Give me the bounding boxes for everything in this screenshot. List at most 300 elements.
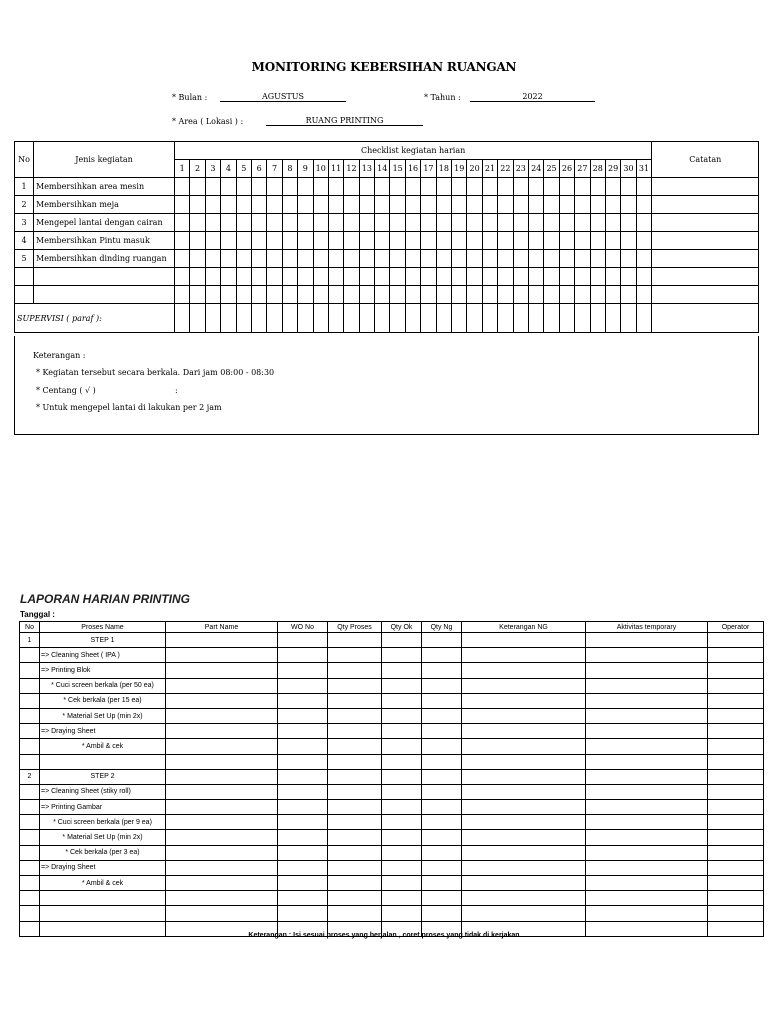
paraf-cell[interactable]	[175, 304, 190, 333]
report-cell[interactable]	[328, 663, 382, 678]
check-cell[interactable]	[344, 214, 359, 232]
check-cell[interactable]	[298, 196, 313, 214]
report-cell[interactable]	[166, 860, 278, 875]
check-cell[interactable]	[513, 178, 528, 196]
paraf-cell[interactable]	[267, 304, 282, 333]
check-cell[interactable]	[175, 286, 190, 304]
tahun-field[interactable]: 2022	[470, 92, 595, 102]
check-cell[interactable]	[251, 214, 266, 232]
check-cell[interactable]	[390, 232, 405, 250]
paraf-cell[interactable]	[359, 304, 374, 333]
paraf-cell[interactable]	[467, 304, 482, 333]
report-cell[interactable]	[166, 876, 278, 891]
check-cell[interactable]	[559, 214, 574, 232]
check-cell[interactable]	[251, 250, 266, 268]
check-cell[interactable]	[559, 178, 574, 196]
report-cell[interactable]	[278, 663, 328, 678]
check-cell[interactable]	[467, 268, 482, 286]
report-cell[interactable]	[328, 633, 382, 648]
paraf-cell[interactable]	[405, 304, 420, 333]
report-cell[interactable]	[708, 860, 764, 875]
report-cell[interactable]	[328, 739, 382, 754]
report-cell[interactable]	[166, 633, 278, 648]
check-cell[interactable]	[421, 214, 436, 232]
check-cell[interactable]	[621, 196, 636, 214]
check-cell[interactable]	[528, 232, 543, 250]
report-cell[interactable]	[278, 769, 328, 784]
check-cell[interactable]	[344, 196, 359, 214]
check-cell[interactable]	[251, 196, 266, 214]
check-cell[interactable]	[575, 214, 590, 232]
check-cell[interactable]	[190, 268, 205, 286]
check-cell[interactable]	[559, 286, 574, 304]
report-cell[interactable]	[708, 739, 764, 754]
check-cell[interactable]	[421, 196, 436, 214]
check-cell[interactable]	[482, 196, 497, 214]
report-cell[interactable]	[166, 648, 278, 663]
check-cell[interactable]	[190, 286, 205, 304]
check-cell[interactable]	[221, 214, 236, 232]
check-cell[interactable]	[621, 268, 636, 286]
check-cell[interactable]	[405, 250, 420, 268]
report-cell[interactable]	[328, 678, 382, 693]
check-cell[interactable]	[559, 250, 574, 268]
check-cell[interactable]	[298, 214, 313, 232]
check-cell[interactable]	[298, 232, 313, 250]
check-cell[interactable]	[452, 286, 467, 304]
check-cell[interactable]	[298, 286, 313, 304]
report-cell[interactable]	[278, 891, 328, 906]
check-cell[interactable]	[636, 214, 652, 232]
check-cell[interactable]	[421, 250, 436, 268]
check-cell[interactable]	[482, 286, 497, 304]
check-cell[interactable]	[175, 268, 190, 286]
report-cell[interactable]	[462, 891, 586, 906]
report-cell[interactable]	[382, 739, 422, 754]
paraf-cell[interactable]	[621, 304, 636, 333]
catatan-cell[interactable]	[652, 268, 759, 286]
paraf-cell[interactable]	[221, 304, 236, 333]
report-cell[interactable]	[166, 678, 278, 693]
check-cell[interactable]	[436, 196, 451, 214]
check-cell[interactable]	[544, 232, 559, 250]
check-cell[interactable]	[621, 214, 636, 232]
report-cell[interactable]	[382, 815, 422, 830]
check-cell[interactable]	[313, 286, 328, 304]
report-cell[interactable]	[586, 800, 708, 815]
check-cell[interactable]	[405, 178, 420, 196]
check-cell[interactable]	[298, 250, 313, 268]
check-cell[interactable]	[390, 178, 405, 196]
report-cell[interactable]	[708, 693, 764, 708]
report-cell[interactable]	[708, 633, 764, 648]
check-cell[interactable]	[498, 214, 513, 232]
report-cell[interactable]	[382, 906, 422, 921]
report-cell[interactable]	[422, 724, 462, 739]
paraf-cell[interactable]	[328, 304, 343, 333]
catatan-cell[interactable]	[652, 286, 759, 304]
check-cell[interactable]	[605, 178, 620, 196]
paraf-cell[interactable]	[575, 304, 590, 333]
report-cell[interactable]	[382, 693, 422, 708]
check-cell[interactable]	[282, 196, 297, 214]
check-cell[interactable]	[251, 232, 266, 250]
report-cell[interactable]	[708, 815, 764, 830]
report-cell[interactable]	[422, 739, 462, 754]
report-cell[interactable]	[382, 769, 422, 784]
check-cell[interactable]	[575, 286, 590, 304]
paraf-cell[interactable]	[298, 304, 313, 333]
paraf-cell[interactable]	[282, 304, 297, 333]
paraf-cell[interactable]	[544, 304, 559, 333]
report-cell[interactable]	[382, 860, 422, 875]
paraf-cell[interactable]	[375, 304, 390, 333]
report-cell[interactable]	[586, 891, 708, 906]
check-cell[interactable]	[436, 286, 451, 304]
report-cell[interactable]	[586, 693, 708, 708]
report-cell[interactable]	[462, 906, 586, 921]
check-cell[interactable]	[236, 286, 251, 304]
check-cell[interactable]	[544, 286, 559, 304]
check-cell[interactable]	[205, 268, 220, 286]
check-cell[interactable]	[544, 196, 559, 214]
check-cell[interactable]	[452, 196, 467, 214]
check-cell[interactable]	[344, 268, 359, 286]
report-cell[interactable]	[422, 633, 462, 648]
report-cell[interactable]	[328, 891, 382, 906]
paraf-cell[interactable]	[313, 304, 328, 333]
report-cell[interactable]	[708, 663, 764, 678]
check-cell[interactable]	[205, 214, 220, 232]
check-cell[interactable]	[328, 268, 343, 286]
check-cell[interactable]	[498, 268, 513, 286]
check-cell[interactable]	[498, 232, 513, 250]
report-cell[interactable]	[422, 784, 462, 799]
check-cell[interactable]	[528, 178, 543, 196]
report-cell[interactable]	[422, 876, 462, 891]
check-cell[interactable]	[405, 196, 420, 214]
report-cell[interactable]	[586, 845, 708, 860]
check-cell[interactable]	[482, 214, 497, 232]
report-cell[interactable]	[278, 845, 328, 860]
check-cell[interactable]	[390, 268, 405, 286]
check-cell[interactable]	[221, 268, 236, 286]
report-cell[interactable]	[422, 800, 462, 815]
catatan-cell[interactable]	[652, 178, 759, 196]
check-cell[interactable]	[405, 286, 420, 304]
report-cell[interactable]	[422, 678, 462, 693]
check-cell[interactable]	[421, 286, 436, 304]
report-cell[interactable]	[422, 769, 462, 784]
report-cell[interactable]	[328, 876, 382, 891]
report-cell[interactable]	[462, 693, 586, 708]
report-cell[interactable]	[278, 724, 328, 739]
check-cell[interactable]	[282, 214, 297, 232]
report-cell[interactable]	[328, 769, 382, 784]
report-cell[interactable]	[422, 860, 462, 875]
check-cell[interactable]	[251, 178, 266, 196]
report-cell[interactable]	[328, 754, 382, 769]
report-cell[interactable]	[708, 906, 764, 921]
report-cell[interactable]	[278, 906, 328, 921]
check-cell[interactable]	[421, 268, 436, 286]
check-cell[interactable]	[375, 250, 390, 268]
paraf-cell[interactable]	[605, 304, 620, 333]
check-cell[interactable]	[328, 286, 343, 304]
catatan-cell[interactable]	[652, 214, 759, 232]
report-cell[interactable]	[382, 845, 422, 860]
check-cell[interactable]	[205, 232, 220, 250]
check-cell[interactable]	[313, 196, 328, 214]
check-cell[interactable]	[190, 178, 205, 196]
check-cell[interactable]	[621, 178, 636, 196]
report-cell[interactable]	[166, 739, 278, 754]
catatan-cell[interactable]	[652, 196, 759, 214]
check-cell[interactable]	[498, 178, 513, 196]
check-cell[interactable]	[636, 268, 652, 286]
check-cell[interactable]	[528, 268, 543, 286]
report-cell[interactable]	[586, 830, 708, 845]
check-cell[interactable]	[605, 286, 620, 304]
report-cell[interactable]	[462, 769, 586, 784]
check-cell[interactable]	[559, 196, 574, 214]
report-cell[interactable]	[422, 754, 462, 769]
check-cell[interactable]	[359, 196, 374, 214]
report-cell[interactable]	[382, 891, 422, 906]
check-cell[interactable]	[605, 196, 620, 214]
check-cell[interactable]	[467, 178, 482, 196]
report-cell[interactable]	[278, 633, 328, 648]
check-cell[interactable]	[390, 196, 405, 214]
check-cell[interactable]	[205, 286, 220, 304]
catatan-cell[interactable]	[652, 232, 759, 250]
report-cell[interactable]	[586, 860, 708, 875]
report-cell[interactable]	[166, 708, 278, 723]
report-cell[interactable]	[462, 800, 586, 815]
check-cell[interactable]	[359, 232, 374, 250]
check-cell[interactable]	[328, 196, 343, 214]
report-cell[interactable]	[586, 906, 708, 921]
report-cell[interactable]	[328, 830, 382, 845]
paraf-cell[interactable]	[590, 304, 605, 333]
paraf-cell[interactable]	[513, 304, 528, 333]
check-cell[interactable]	[467, 196, 482, 214]
check-cell[interactable]	[190, 196, 205, 214]
paraf-cell[interactable]	[452, 304, 467, 333]
report-cell[interactable]	[328, 708, 382, 723]
check-cell[interactable]	[344, 178, 359, 196]
check-cell[interactable]	[267, 268, 282, 286]
check-cell[interactable]	[313, 214, 328, 232]
paraf-cell[interactable]	[390, 304, 405, 333]
check-cell[interactable]	[205, 178, 220, 196]
check-cell[interactable]	[482, 178, 497, 196]
paraf-cell[interactable]	[236, 304, 251, 333]
check-cell[interactable]	[528, 250, 543, 268]
report-cell[interactable]	[462, 708, 586, 723]
check-cell[interactable]	[236, 214, 251, 232]
check-cell[interactable]	[590, 268, 605, 286]
check-cell[interactable]	[175, 232, 190, 250]
check-cell[interactable]	[498, 250, 513, 268]
check-cell[interactable]	[267, 178, 282, 196]
check-cell[interactable]	[436, 178, 451, 196]
check-cell[interactable]	[482, 232, 497, 250]
report-cell[interactable]	[586, 739, 708, 754]
report-cell[interactable]	[382, 784, 422, 799]
check-cell[interactable]	[359, 250, 374, 268]
check-cell[interactable]	[282, 268, 297, 286]
check-cell[interactable]	[298, 268, 313, 286]
paraf-cell[interactable]	[482, 304, 497, 333]
report-cell[interactable]	[586, 678, 708, 693]
report-cell[interactable]	[166, 724, 278, 739]
check-cell[interactable]	[467, 250, 482, 268]
report-cell[interactable]	[586, 754, 708, 769]
check-cell[interactable]	[221, 286, 236, 304]
check-cell[interactable]	[452, 268, 467, 286]
check-cell[interactable]	[436, 232, 451, 250]
check-cell[interactable]	[221, 250, 236, 268]
check-cell[interactable]	[359, 268, 374, 286]
report-cell[interactable]	[586, 648, 708, 663]
check-cell[interactable]	[313, 268, 328, 286]
check-cell[interactable]	[328, 214, 343, 232]
report-cell[interactable]	[462, 633, 586, 648]
report-cell[interactable]	[708, 648, 764, 663]
report-cell[interactable]	[328, 845, 382, 860]
check-cell[interactable]	[390, 250, 405, 268]
report-cell[interactable]	[328, 906, 382, 921]
check-cell[interactable]	[452, 250, 467, 268]
check-cell[interactable]	[636, 286, 652, 304]
report-cell[interactable]	[708, 845, 764, 860]
report-cell[interactable]	[166, 815, 278, 830]
report-cell[interactable]	[382, 754, 422, 769]
check-cell[interactable]	[390, 214, 405, 232]
check-cell[interactable]	[328, 250, 343, 268]
check-cell[interactable]	[405, 232, 420, 250]
check-cell[interactable]	[605, 250, 620, 268]
check-cell[interactable]	[236, 178, 251, 196]
check-cell[interactable]	[513, 214, 528, 232]
check-cell[interactable]	[590, 250, 605, 268]
report-cell[interactable]	[278, 860, 328, 875]
report-cell[interactable]	[328, 784, 382, 799]
bulan-field[interactable]: AGUSTUS	[220, 92, 346, 102]
report-cell[interactable]	[708, 891, 764, 906]
check-cell[interactable]	[528, 196, 543, 214]
report-cell[interactable]	[708, 830, 764, 845]
report-cell[interactable]	[166, 663, 278, 678]
check-cell[interactable]	[559, 232, 574, 250]
check-cell[interactable]	[467, 232, 482, 250]
report-cell[interactable]	[462, 754, 586, 769]
check-cell[interactable]	[605, 232, 620, 250]
check-cell[interactable]	[636, 178, 652, 196]
check-cell[interactable]	[359, 178, 374, 196]
check-cell[interactable]	[344, 286, 359, 304]
check-cell[interactable]	[436, 250, 451, 268]
report-cell[interactable]	[166, 830, 278, 845]
check-cell[interactable]	[528, 214, 543, 232]
report-cell[interactable]	[278, 784, 328, 799]
check-cell[interactable]	[190, 232, 205, 250]
report-cell[interactable]	[586, 633, 708, 648]
report-cell[interactable]	[708, 708, 764, 723]
check-cell[interactable]	[313, 178, 328, 196]
report-cell[interactable]	[462, 663, 586, 678]
check-cell[interactable]	[544, 268, 559, 286]
check-cell[interactable]	[282, 286, 297, 304]
report-cell[interactable]	[586, 815, 708, 830]
report-cell[interactable]	[382, 830, 422, 845]
check-cell[interactable]	[452, 232, 467, 250]
check-cell[interactable]	[544, 250, 559, 268]
report-cell[interactable]	[422, 648, 462, 663]
check-cell[interactable]	[221, 196, 236, 214]
report-cell[interactable]	[382, 800, 422, 815]
check-cell[interactable]	[575, 232, 590, 250]
check-cell[interactable]	[528, 286, 543, 304]
report-cell[interactable]	[278, 648, 328, 663]
check-cell[interactable]	[328, 178, 343, 196]
report-cell[interactable]	[166, 769, 278, 784]
check-cell[interactable]	[175, 196, 190, 214]
check-cell[interactable]	[328, 232, 343, 250]
check-cell[interactable]	[267, 196, 282, 214]
check-cell[interactable]	[498, 286, 513, 304]
report-cell[interactable]	[422, 830, 462, 845]
check-cell[interactable]	[236, 268, 251, 286]
report-cell[interactable]	[382, 724, 422, 739]
report-cell[interactable]	[278, 815, 328, 830]
check-cell[interactable]	[590, 232, 605, 250]
check-cell[interactable]	[375, 214, 390, 232]
report-cell[interactable]	[328, 815, 382, 830]
area-field[interactable]: RUANG PRINTING	[266, 116, 423, 126]
report-cell[interactable]	[586, 708, 708, 723]
report-cell[interactable]	[328, 724, 382, 739]
check-cell[interactable]	[236, 250, 251, 268]
check-cell[interactable]	[621, 286, 636, 304]
report-cell[interactable]	[422, 891, 462, 906]
report-cell[interactable]	[328, 800, 382, 815]
report-cell[interactable]	[586, 663, 708, 678]
report-cell[interactable]	[586, 769, 708, 784]
check-cell[interactable]	[621, 250, 636, 268]
check-cell[interactable]	[390, 286, 405, 304]
check-cell[interactable]	[575, 196, 590, 214]
check-cell[interactable]	[344, 250, 359, 268]
check-cell[interactable]	[375, 268, 390, 286]
report-cell[interactable]	[462, 830, 586, 845]
report-cell[interactable]	[166, 891, 278, 906]
check-cell[interactable]	[436, 268, 451, 286]
report-cell[interactable]	[422, 663, 462, 678]
paraf-cell[interactable]	[251, 304, 266, 333]
check-cell[interactable]	[575, 250, 590, 268]
check-cell[interactable]	[636, 250, 652, 268]
check-cell[interactable]	[236, 232, 251, 250]
report-cell[interactable]	[708, 876, 764, 891]
paraf-cell[interactable]	[190, 304, 205, 333]
report-cell[interactable]	[462, 739, 586, 754]
paraf-cell[interactable]	[559, 304, 574, 333]
check-cell[interactable]	[251, 268, 266, 286]
check-cell[interactable]	[513, 232, 528, 250]
check-cell[interactable]	[559, 268, 574, 286]
